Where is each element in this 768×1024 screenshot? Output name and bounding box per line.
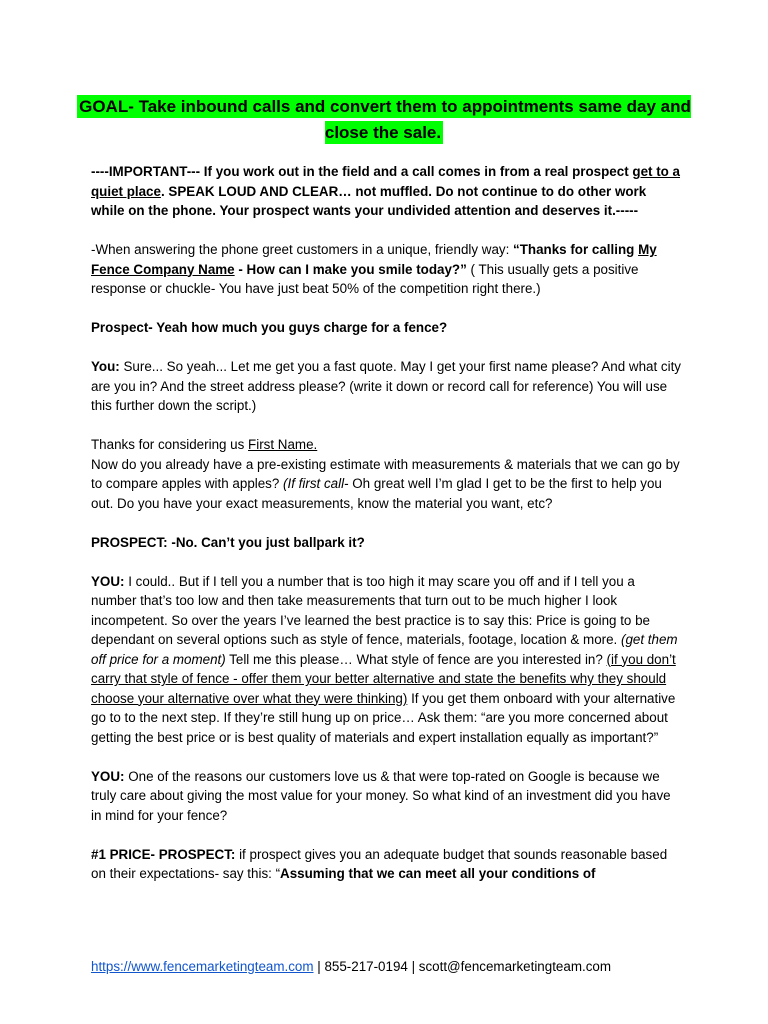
thanks-italic-note: (If first call- (283, 476, 349, 491)
footer-separator: | (407, 959, 419, 974)
you-label: YOU: (91, 573, 125, 589)
you-text-2: Tell me this please… What style of fence are you interested in? (225, 651, 607, 667)
thanks-paragraph (91, 435, 681, 513)
script-body (91, 162, 681, 903)
you-text: Sure... So yeah... Let me get you a fast quote. May I get your first name please? And what city are you in? And the street address please? (write it down or record call for reference) You will use this further down the script.) (91, 359, 681, 413)
you-paragraph-2 (91, 572, 681, 748)
you-text: One of the reasons our customers love us & that were top-rated on Google is because we truly care about giving the most value for your money. So what kind of an investment did you have in mind for your fence? (91, 768, 671, 823)
first-name-placeholder: First Name. (248, 437, 318, 452)
important-lead: ----IMPORTANT--- If you work out in the field and a call comes in from a real prospect (91, 164, 633, 179)
you-text-1: I could.. But if I tell you a number that is too high it may scare you off and if I tell you a number that’s too low and then take measurements that turn out to be much higher I look incompetent. So over the years I’ve learned the best practice is to say this: Price is going to be dependant on several options such as style of fence, materials, footage, location & more. (91, 573, 650, 647)
you-label: YOU: (91, 768, 125, 784)
prospect-line-2: PROSPECT: -No. Can’t you just ballpark it? (91, 534, 365, 550)
you-label: You: (91, 359, 120, 374)
greeting-lead: -When answering the phone greet customers in a unique, friendly way: (91, 242, 514, 257)
price-label: #1 PRICE- PROSPECT: (91, 846, 236, 862)
important-rest: . SPEAK LOUD AND CLEAR… not muffled. Do not continue to do other work while on the phone. Your prospect wants your undivided attention and deserves it.----- (91, 183, 647, 218)
highlighted-goal-title: GOAL- Take inbound calls and convert them to appointments same day and close the sale. (79, 97, 691, 142)
greeting-rest: ( This usually gets a positive response or chuckle- You have just beat 50% of the competition right there.) (91, 261, 639, 296)
you-paragraph-3 (91, 767, 681, 826)
you-paragraph-1 (91, 357, 681, 416)
important-underlined: get to a quiet place (91, 164, 681, 199)
greeting-quote-open: “Thanks for calling (513, 242, 639, 257)
footer-email: scott@fencemarketingteam.com (418, 959, 611, 974)
you-text-3: If you get them onboard with your alternative go to to the next step. If they’re still hung up on price… Ask them: “are you more concerned about getting the best price or is best quality of materials and expert installation equally as important?” (91, 690, 676, 745)
thanks-lead: Thanks for considering us (91, 437, 249, 452)
footer (91, 958, 691, 976)
thanks-line-2: Now do you already have a pre-existing estimate with measurements & materials that we can go by to compare apples with apples? (91, 456, 680, 491)
company-name-placeholder: My Fence Company Name (91, 242, 657, 277)
greeting-paragraph (91, 240, 681, 299)
important-paragraph (91, 162, 681, 221)
thanks-rest: Oh great well I’m glad I get to be the first to help you out. Do you have your exact measurements, know the material you want, etc? (91, 476, 662, 511)
footer-phone: 855-217-0194 (324, 959, 408, 974)
website-link[interactable]: https://www.fencemarketingteam.com (91, 959, 314, 974)
price-bold: Assuming that we can meet all your conditions of (280, 866, 596, 881)
price-paragraph (91, 845, 681, 884)
you-italic-note: (get them off price for a moment) (91, 632, 678, 667)
footer-separator: | (313, 959, 325, 974)
price-text: if prospect gives you an adequate budget that sounds reasonable based on their expectations- say this: “ (91, 846, 668, 881)
page-title (60, 94, 708, 146)
you-underlined-note: (if you don’t carry that style of fence - offer them your better alternative and state the benefits why they should choose your alternative over what they were thinking) (91, 651, 676, 706)
prospect-line-1: Prospect- Yeah how much you guys charge for a fence? (91, 320, 448, 335)
greeting-quote-close: - How can I make you smile today?” (234, 261, 467, 277)
